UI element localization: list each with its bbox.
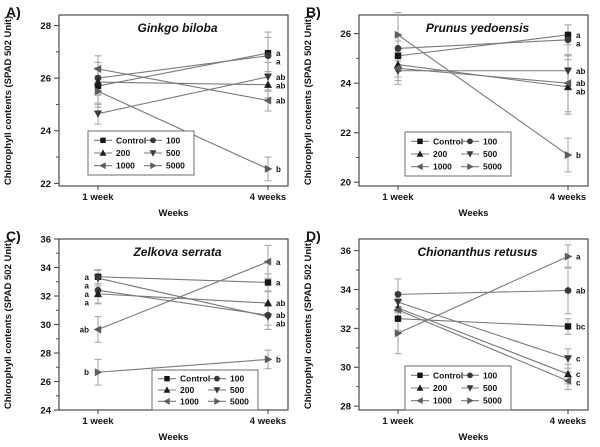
panel-title: Zelkova serrata <box>133 245 222 259</box>
legend-label: 5000 <box>230 396 249 407</box>
data-point-marker <box>564 355 572 362</box>
y-tick-label: 24 <box>40 126 51 138</box>
y-tick-label: 24 <box>40 405 51 417</box>
legend-marker <box>100 138 105 143</box>
chart-svg <box>0 224 300 447</box>
data-point-marker <box>94 325 102 333</box>
legend <box>152 370 258 410</box>
sig-letter: bc <box>576 322 586 332</box>
sig-letter: a <box>576 30 581 40</box>
y-tick-label: 28 <box>40 20 51 32</box>
y-tick-label: 32 <box>340 323 351 335</box>
x-tick-label: 1 week <box>382 416 414 427</box>
y-tick-label: 26 <box>40 376 51 388</box>
y-tick-label: 36 <box>340 246 351 258</box>
legend-label: 500 <box>166 148 181 158</box>
y-axis-title: Chlorophyll contents (SPAD 502 Unit) <box>3 239 14 410</box>
x-tick-label: 4 weeks <box>249 192 287 203</box>
legend-label: 200 <box>433 149 448 159</box>
legend-marker <box>150 137 156 143</box>
y-tick-label: 22 <box>340 128 351 140</box>
x-tick-label: 1 week <box>382 192 414 203</box>
y-tick-label: 30 <box>340 362 351 374</box>
data-point-marker <box>265 52 272 59</box>
data-point-marker <box>94 65 102 73</box>
data-point-marker <box>94 110 102 117</box>
x-tick-label: 1 week <box>82 192 114 203</box>
sig-letter: a <box>84 298 89 308</box>
legend <box>405 366 511 410</box>
sig-letter: ab <box>576 286 586 296</box>
data-point-marker <box>265 279 271 285</box>
panel-letter: D) <box>306 228 321 244</box>
series-line <box>98 53 268 86</box>
series-line <box>398 302 568 358</box>
sig-letter: b <box>84 368 89 378</box>
legend-label: 500 <box>230 385 245 395</box>
data-point-marker <box>565 252 573 260</box>
panel-letter: A) <box>6 4 21 20</box>
legend-label: 1000 <box>116 160 135 171</box>
sig-letter: ab <box>276 299 286 309</box>
y-tick-label: 30 <box>40 319 51 331</box>
data-point-marker <box>95 368 103 376</box>
data-point-marker <box>565 287 572 294</box>
sig-letter: b <box>276 355 281 365</box>
chart-svg <box>0 0 300 223</box>
legend-marker <box>467 372 473 378</box>
x-tick-label: 4 weeks <box>549 416 587 427</box>
legend-label: 100 <box>166 135 181 146</box>
sig-letter: b <box>576 151 581 161</box>
chart-svg <box>300 0 600 223</box>
legend-label: 200 <box>433 383 448 393</box>
series-line <box>398 290 568 294</box>
panel-c-zelkova-serrata <box>0 224 300 447</box>
legend-label: 1000 <box>180 396 199 407</box>
sig-letter: ab <box>276 311 286 321</box>
series-line <box>398 319 568 327</box>
legend-marker <box>417 373 422 378</box>
sig-letter: c <box>576 354 581 364</box>
panel-title: Ginkgo biloba <box>137 21 218 35</box>
legend-label: 1000 <box>433 161 452 172</box>
legend-label: Control <box>433 370 464 381</box>
y-tick-label: 28 <box>40 348 51 360</box>
legend <box>88 131 194 175</box>
legend-label: 100 <box>483 136 498 147</box>
legend-marker <box>214 376 220 382</box>
x-axis-title: Weeks <box>158 432 189 443</box>
y-axis-title: Chlorophyll contents (SPAD 502 Unit) <box>303 239 314 410</box>
x-axis-title: Weeks <box>158 208 189 219</box>
panel-letter: B) <box>306 4 321 20</box>
series-line <box>98 290 268 315</box>
data-point-marker <box>565 36 572 43</box>
data-point-marker <box>265 165 273 173</box>
series-line <box>398 256 568 333</box>
sig-letter: ab <box>276 319 286 329</box>
y-tick-label: 28 <box>340 401 351 413</box>
x-tick-label: 1 week <box>82 416 114 427</box>
legend-label: 500 <box>483 149 498 159</box>
legend-label: 100 <box>230 373 245 384</box>
legend-label: 200 <box>116 148 131 158</box>
y-tick-label: 26 <box>40 73 51 85</box>
legend <box>405 132 511 176</box>
sig-letter: a <box>84 272 89 282</box>
legend-label: 1000 <box>433 395 452 406</box>
sig-letter: a <box>276 257 281 267</box>
series-line <box>398 40 568 49</box>
series-line <box>98 277 268 283</box>
legend-label: 5000 <box>483 161 502 172</box>
panel-title: Prunus yedoensis <box>425 21 530 35</box>
sig-letter: a <box>84 281 89 291</box>
sig-letter: ab <box>276 81 286 91</box>
sig-letter: ab <box>276 72 286 82</box>
data-point-marker <box>565 323 571 329</box>
y-tick-label: 24 <box>340 78 351 90</box>
data-point-marker <box>265 355 273 363</box>
sig-letter: ab <box>276 96 286 106</box>
legend-label: 5000 <box>166 160 185 171</box>
legend-label: 5000 <box>483 395 502 406</box>
legend-marker <box>417 139 422 144</box>
panel-b-prunus-yedoensis <box>300 0 600 223</box>
sig-letter: a <box>576 39 581 49</box>
data-point-marker <box>395 291 402 298</box>
y-tick-label: 36 <box>40 234 51 246</box>
x-tick-label: 4 weeks <box>249 416 287 427</box>
sig-letter: c <box>576 378 581 388</box>
y-tick-label: 34 <box>340 284 351 296</box>
sig-letter: a <box>84 289 89 299</box>
legend-label: 500 <box>483 383 498 393</box>
sig-letter: a <box>276 278 281 288</box>
sig-letter: a <box>576 252 581 262</box>
sig-letter: ab <box>576 87 586 97</box>
data-point-marker <box>565 151 573 159</box>
data-point-marker <box>395 53 401 59</box>
y-tick-label: 20 <box>340 177 351 189</box>
data-point-marker <box>395 315 401 321</box>
sig-letter: c <box>576 370 581 380</box>
chart-svg <box>300 224 600 447</box>
legend-marker <box>164 376 169 381</box>
sig-letter: a <box>276 49 281 59</box>
x-axis-title: Weeks <box>458 208 489 219</box>
y-tick-label: 32 <box>40 291 51 303</box>
legend-marker <box>467 138 473 144</box>
series-line <box>98 56 268 78</box>
panel-letter: C) <box>6 228 21 244</box>
y-axis-title: Chlorophyll contents (SPAD 502 Unit) <box>3 15 14 186</box>
data-point-marker <box>264 258 272 266</box>
panel-a-ginkgo-biloba <box>0 0 300 223</box>
y-axis-title: Chlorophyll contents (SPAD 502 Unit) <box>303 15 314 186</box>
sig-letter: a <box>276 57 281 67</box>
sig-letter: ab <box>79 325 89 335</box>
legend-label: 200 <box>180 385 195 395</box>
sig-letter: ab <box>576 79 586 89</box>
panel-d-chionanthus-retusus <box>300 224 600 447</box>
sig-letter: b <box>276 164 281 174</box>
y-tick-label: 34 <box>40 262 51 274</box>
data-point-marker <box>395 45 402 52</box>
y-tick-label: 26 <box>340 28 351 40</box>
y-tick-label: 22 <box>40 178 51 190</box>
x-axis-title: Weeks <box>458 432 489 443</box>
legend-label: Control <box>433 136 464 147</box>
panel-title: Chionanthus retusus <box>417 245 538 259</box>
legend-label: Control <box>180 373 211 384</box>
x-tick-label: 4 weeks <box>549 192 587 203</box>
series-line <box>98 278 268 316</box>
legend-label: Control <box>116 135 147 146</box>
sig-letter: ab <box>576 66 586 76</box>
legend-label: 100 <box>483 370 498 381</box>
series-line <box>398 308 568 374</box>
